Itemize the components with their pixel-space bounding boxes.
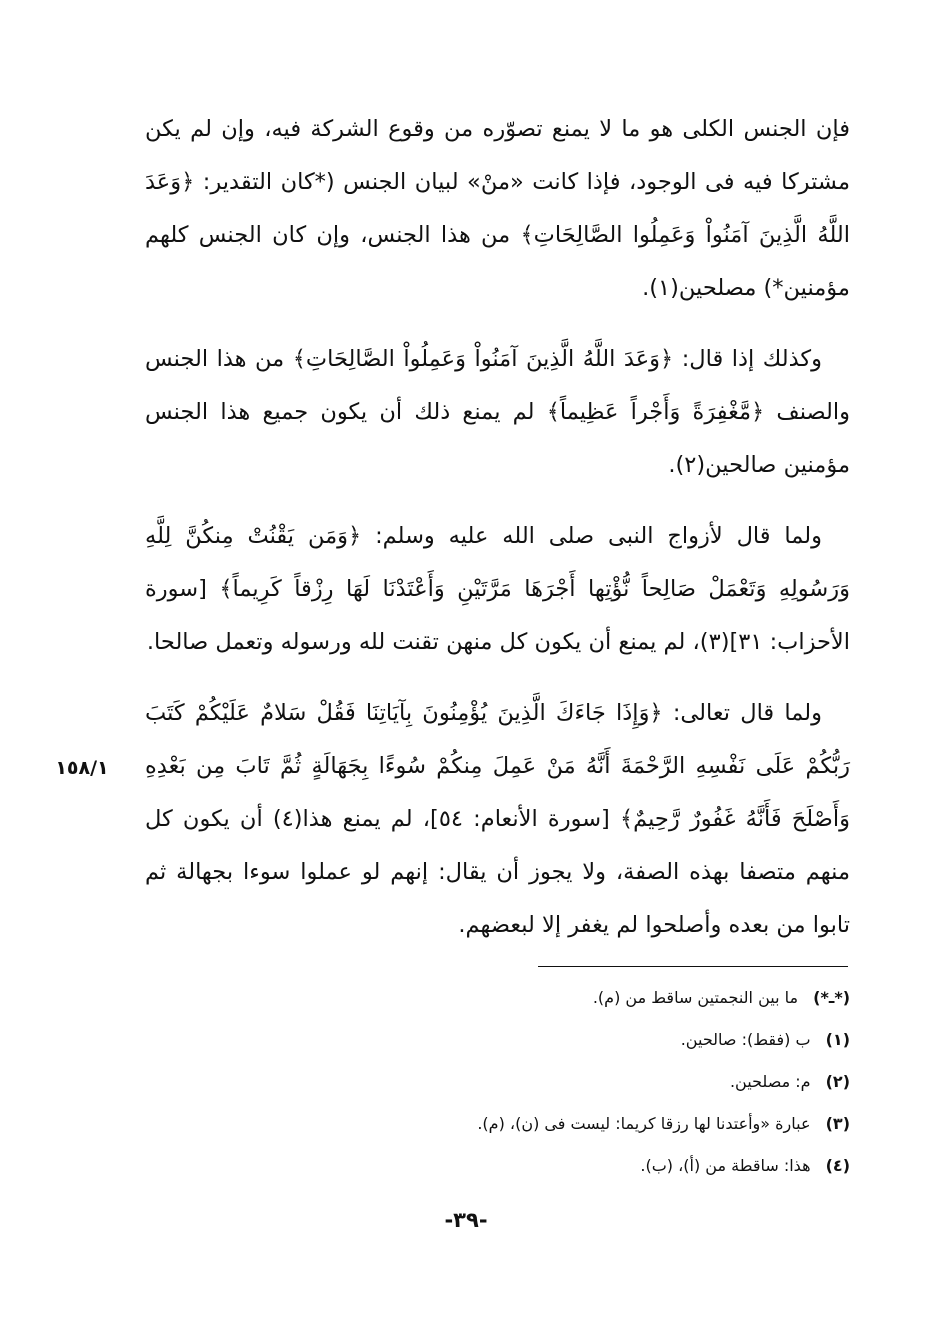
footnote-text: ما بين النجمتين ساقط من (م). [592,988,799,1007]
footnote-2 [300,1061,850,1103]
paragraph-4: ولما قال تعالى: ﴿وَإِذَا جَاءَكَ الَّذِينَ يُؤْمِنُونَ بِآيَاتِنَا فَقُلْ سَلامٌ عَلَيْكُمْ كَتَبَ رَبُّكُمْ عَلَى نَفْسِهِ الرَّحْمَةَ أَنَّهُ مَنْ عَمِلَ مِنكُمْ سُوءًا بِجَهَالَةٍ ثُمَّ تَابَ مِن بَعْدِهِ وَأَصْلَحَ فَأَنَّهُ غَفُورٌ رَّحِيمٌ﴾ [سورة الأنعام: ٥٤]، لم يمنع هذا(٤) أن يكون كل منهم متصفا بهذه الصفة، ولا يجوز أن يقال: إنهم لو عملوا سوءا بجهالة ثم تابوا من بعده وأصلحوا لم يغفر إلا لبعضهم. [145,700,850,938]
paragraph-1: فإن الجنس الكلى هو ما لا يمنع تصوّره من وقوع الشركة فيه، وإن لم يكن مشتركا فيه فى الوجود، فإذا كانت «منْ» لبيان الجنس (*كان التقدير: ﴿وَعَدَ اللَّهُ الَّذِينَ آمَنُواْ وَعَمِلُوا الصَّالِحَاتِ﴾ من هذا الجنس، وإن كان الجنس كلهم مؤمنين*) مصلحين(١). [145,116,850,301]
footnote-1 [300,1019,850,1061]
footnote-mark: (١) [825,1030,850,1049]
paragraph-3: ولما قال لأزواج النبى صلى الله عليه وسلم: ﴿وَمَن يَقْنُتْ مِنكُنَّ لِلَّهِ وَرَسُولِهِ وَتَعْمَلْ صَالِحاً نُّؤْتِها أَجْرَهَا مَرَّتَيْنِ وَأَعْتَدْنَا لَهَا رِزْقاً كَرِيماً﴾ [سورة الأحزاب: ٣١](٣)، لم يمنع أن يكون كل منهن تقنت لله ورسوله وتعمل صالحا. [145,523,850,655]
footnote-divider [538,966,848,967]
page-number: -٣٩- [444,1208,488,1232]
footnote-3 [300,1103,850,1145]
footnote-text: م: مصلحين. [729,1072,811,1091]
footnote-asterisk [300,977,850,1019]
footnote-mark: (٣) [825,1114,850,1133]
footnote-mark: (*ـ*) [813,988,850,1007]
footnote-mark: (٢) [825,1072,850,1091]
main-text [145,103,850,970]
footnote-text: هذا: ساقطة من (أ)، (ب). [640,1156,811,1175]
margin-reference: ١٥٨/١ [55,757,109,779]
footnote-text: عبارة «وأعتدنا لها رزقا كريما: ليست فى (ن)، (م). [477,1114,811,1133]
footnote-text: ب (فقط): صالحين. [680,1030,811,1049]
footnote-4 [300,1145,850,1187]
footnote-mark: (٤) [825,1156,850,1175]
paragraph-2: وكذلك إذا قال: ﴿وَعَدَ اللَّهُ الَّذِينَ آمَنُواْ وَعَمِلُواْ الصَّالِحَاتِ﴾ من هذا الجنس والصنف ﴿مَّغْفِرَةً وَأَجْراً عَظِيماً﴾ لم يمنع ذلك أن يكون جميع هذا الجنس مؤمنين صالحين(٢). [145,346,850,478]
footnotes [300,977,850,1187]
